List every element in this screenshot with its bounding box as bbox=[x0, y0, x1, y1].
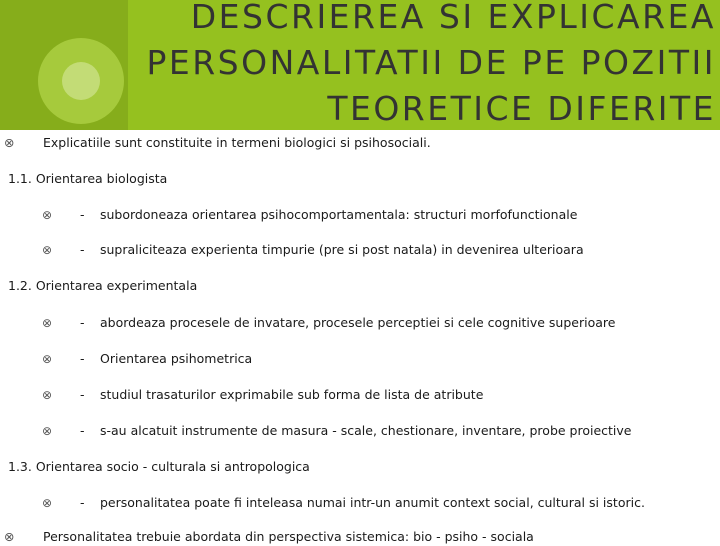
dash-marker: - bbox=[80, 351, 85, 366]
list-item bbox=[42, 422, 712, 440]
dash-marker: - bbox=[80, 423, 85, 438]
bullet-icon: ⊗ bbox=[4, 135, 15, 150]
list-item bbox=[42, 494, 712, 512]
closing-text: Personalitatea trebuie abordata din perspectiva sistemica: bio - psiho - sociala bbox=[43, 529, 534, 544]
dash-marker: - bbox=[80, 242, 85, 257]
list-item-text: studiul trasaturilor exprimabile sub forma de lista de atribute bbox=[100, 387, 484, 402]
bullet-icon: ⊗ bbox=[42, 316, 53, 330]
dash-marker: - bbox=[80, 315, 85, 330]
list-item-text: subordoneaza orientarea psihocomportamentala: structuri morfofunctionale bbox=[100, 207, 578, 222]
list-item bbox=[42, 241, 712, 259]
list-item bbox=[42, 314, 712, 332]
list-item-text: s-au alcatuit instrumente de masura - scale, chestionare, inventare, probe proiective bbox=[100, 423, 632, 438]
bullet-icon: ⊗ bbox=[42, 243, 53, 257]
bullet-icon: ⊗ bbox=[42, 352, 53, 366]
list-item-text: personalitatea poate fi inteleasa numai intr-un anumit context social, cultural si istoric. bbox=[100, 495, 645, 510]
list-item bbox=[42, 206, 712, 224]
bullet-icon: ⊗ bbox=[42, 496, 53, 510]
bullet-icon: ⊗ bbox=[42, 424, 53, 438]
list-item-text: Orientarea psihometrica bbox=[100, 351, 253, 366]
bullet-icon: ⊗ bbox=[4, 529, 15, 544]
bullet-icon: ⊗ bbox=[42, 388, 53, 402]
list-item-text: supraliciteaza experienta timpurie (pre si post natala) in devenirea ulterioara bbox=[100, 242, 584, 257]
bullet-icon: ⊗ bbox=[42, 208, 53, 222]
dash-marker: - bbox=[80, 387, 85, 402]
dash-marker: - bbox=[80, 207, 85, 222]
section-heading-socio-culturala: 1.3. Orientarea socio - culturala si antropologica bbox=[8, 459, 310, 474]
list-item bbox=[42, 386, 712, 404]
slide-title: DESCRIEREA SI EXPLICAREA PERSONALITATII DE PE POZITII TEORETICE DIFERITE bbox=[146, 0, 716, 128]
list-item-text: abordeaza procesele de invatare, procesele perceptiei si cele cognitive superioare bbox=[100, 315, 616, 330]
section-heading-biologista: 1.1. Orientarea biologista bbox=[8, 171, 168, 186]
section-heading-experimentala: 1.2. Orientarea experimentala bbox=[8, 278, 198, 293]
list-item bbox=[42, 350, 712, 368]
dash-marker: - bbox=[80, 495, 85, 510]
intro-text: Explicatiile sunt constituite in termeni biologici si psihosociali. bbox=[43, 135, 431, 150]
